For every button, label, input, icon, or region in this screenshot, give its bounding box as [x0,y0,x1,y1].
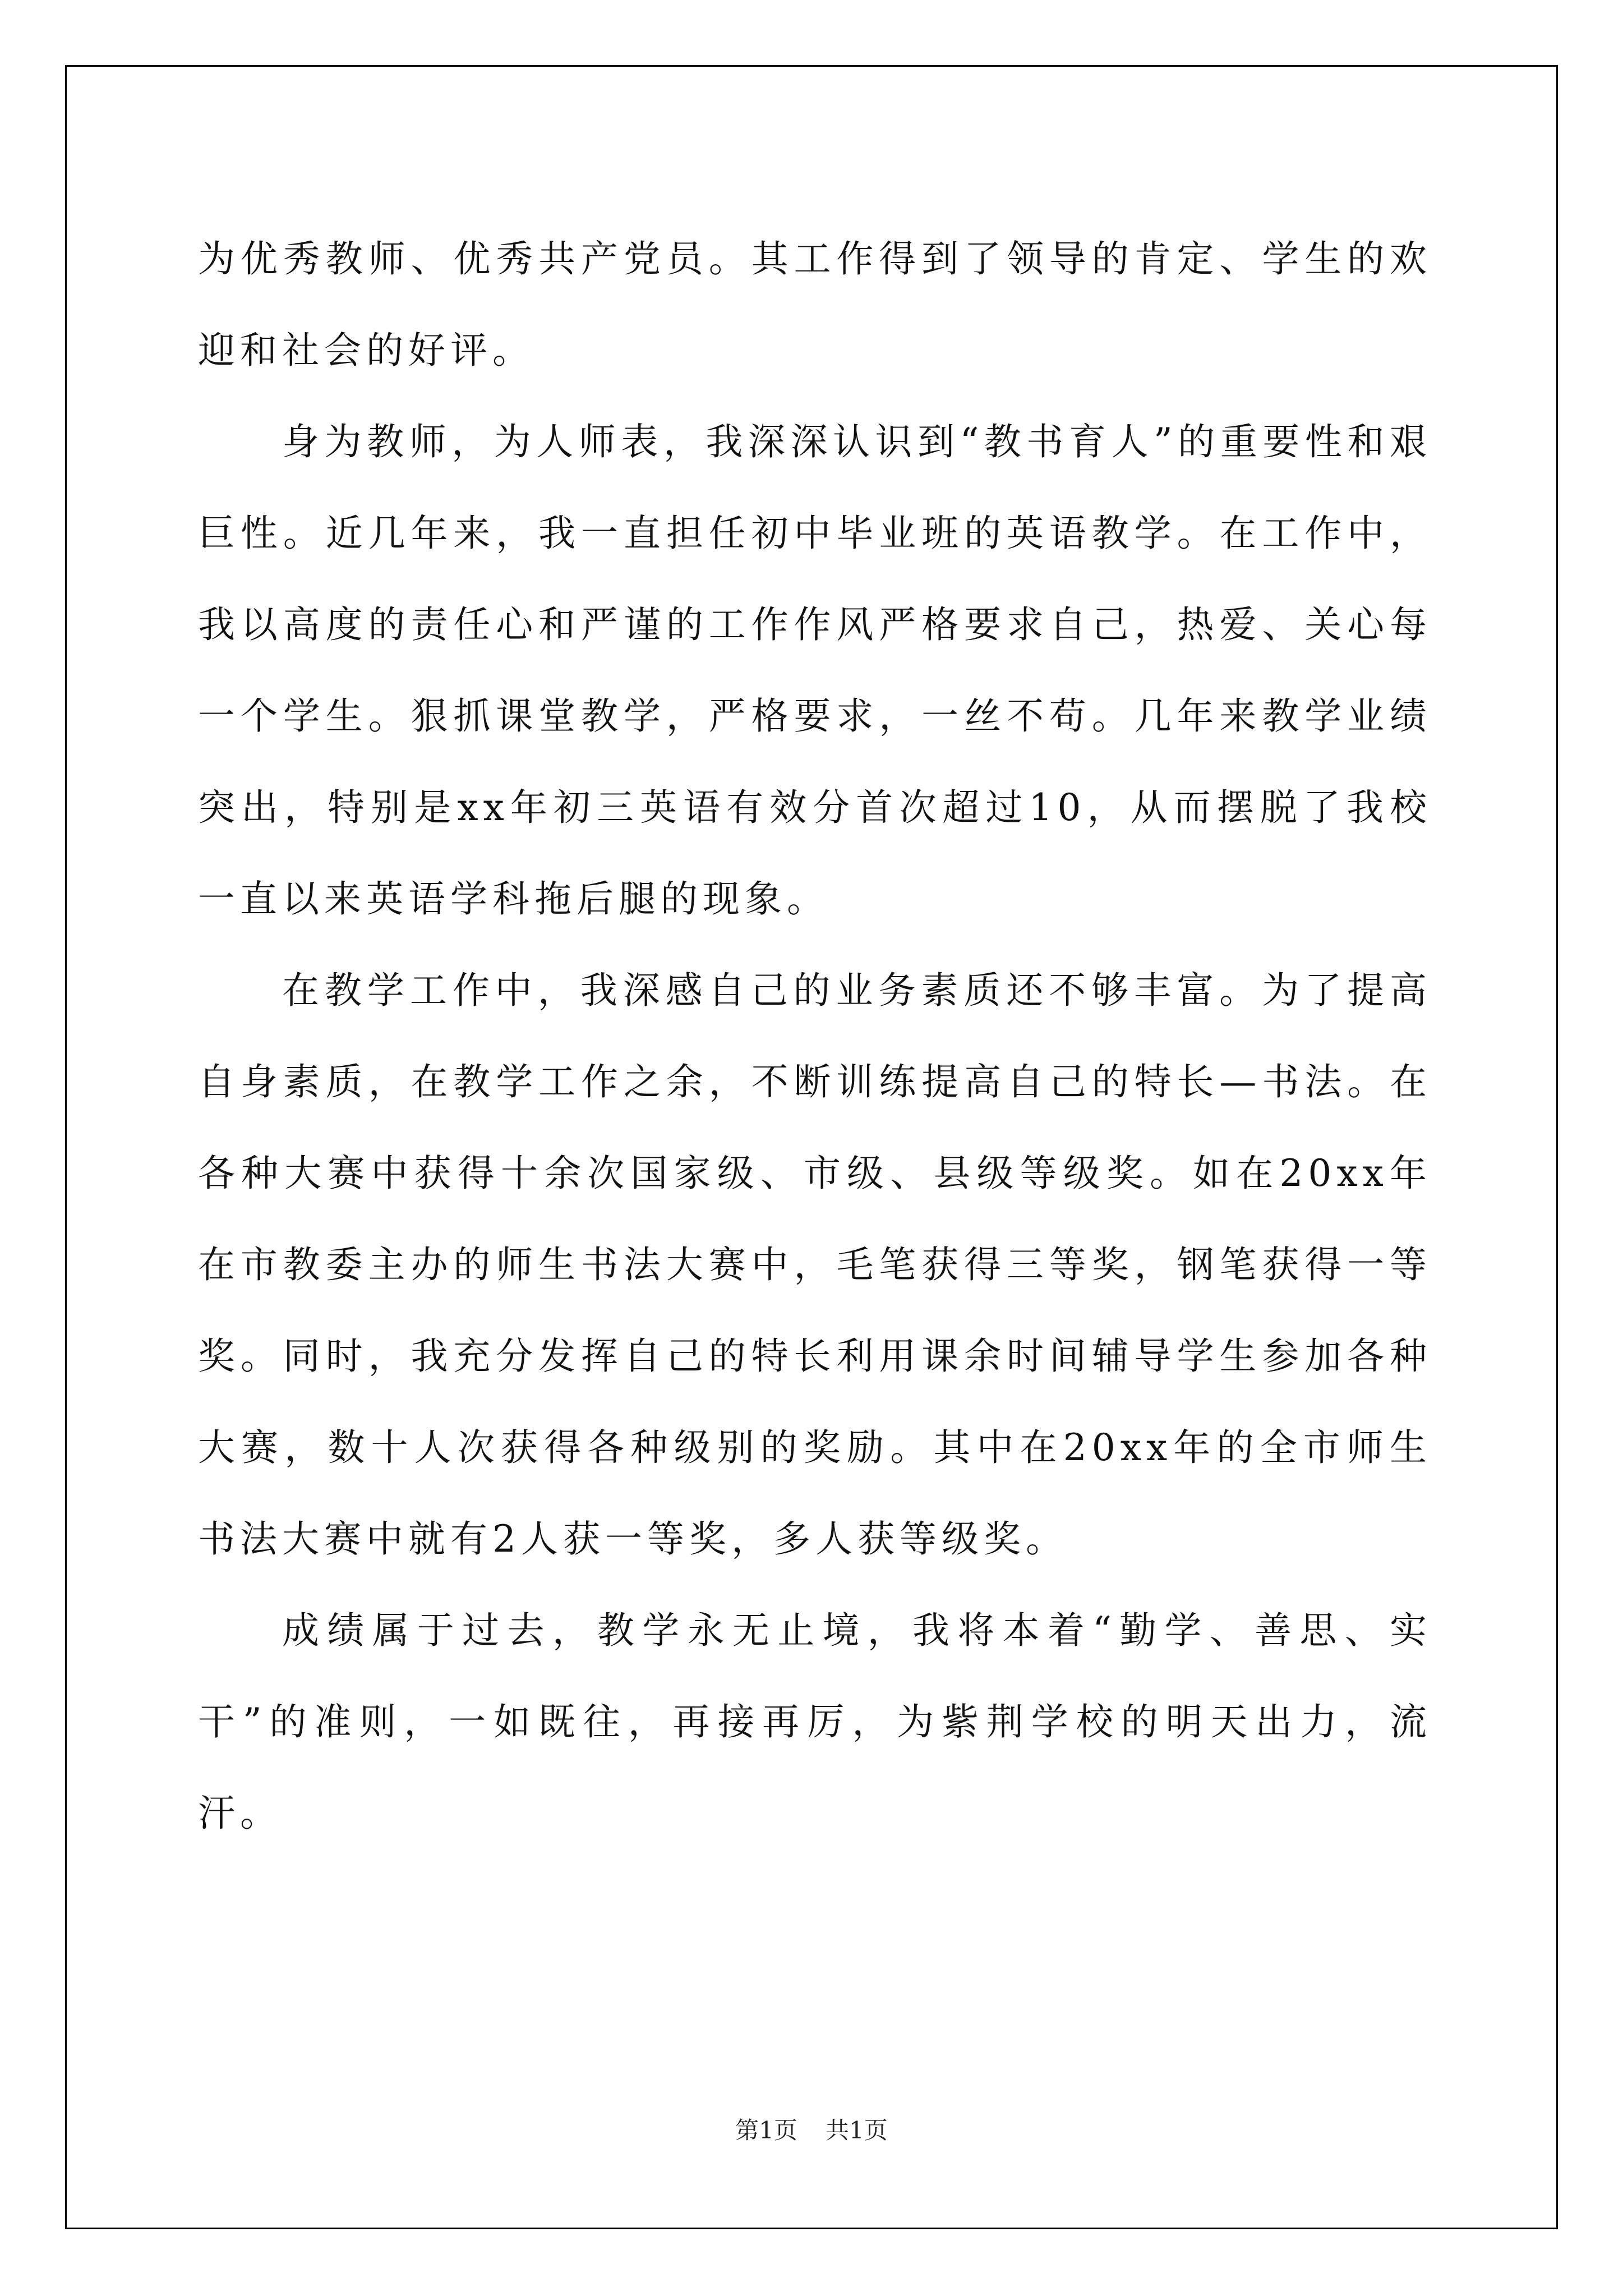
paragraph-1: 为优秀教师、优秀共产党员。其工作得到了领导的肯定、学生的欢迎和社会的好评。 [198,237,1432,372]
paragraph-4: 成绩属于过去，教学永无止境，我将本着“勤学、善思、实干”的准则，一如既往，再接再厉，为紫荆学校的明天出力，流汗。 [198,1609,1432,1835]
page-footer [0,2114,1623,2147]
paragraph-2: 身为教师，为人师表，我深深认识到“教书育人”的重要性和艰巨性。近几年来，我一直担任初中毕业班的英语教学。在工作中，我以高度的责任心和严谨的工作作风严格要求自己，热爱、关心每一个学生。狠抓课堂教学，严格要求，一丝不苟。几年来教学业绩突出，特别是xx年初三英语有效分首次超过10，从而摆脱了我校一直以来英语学科拖后腿的现象。 [198,420,1432,921]
paragraph-3: 在教学工作中，我深感自己的业务素质还不够丰富。为了提高自身素质，在教学工作之余，不断训练提高自己的特长—书法。在各种大赛中获得十余次国家级、市级、县级等级奖。如在20xx年在市教委主办的师生书法大赛中，毛笔获得三等奖，钢笔获得一等奖。同时，我充分发挥自己的特长利用课余时间辅导学生参加各种大赛，数十人次获得各种级别的奖励。其中在20xx年的全市师生书法大赛中就有2人获一等奖，多人获等级奖。 [198,969,1432,1561]
page-total: 共1页 [826,2116,888,2144]
document-body [198,213,1432,1859]
page-number: 第1页 [735,2116,797,2144]
